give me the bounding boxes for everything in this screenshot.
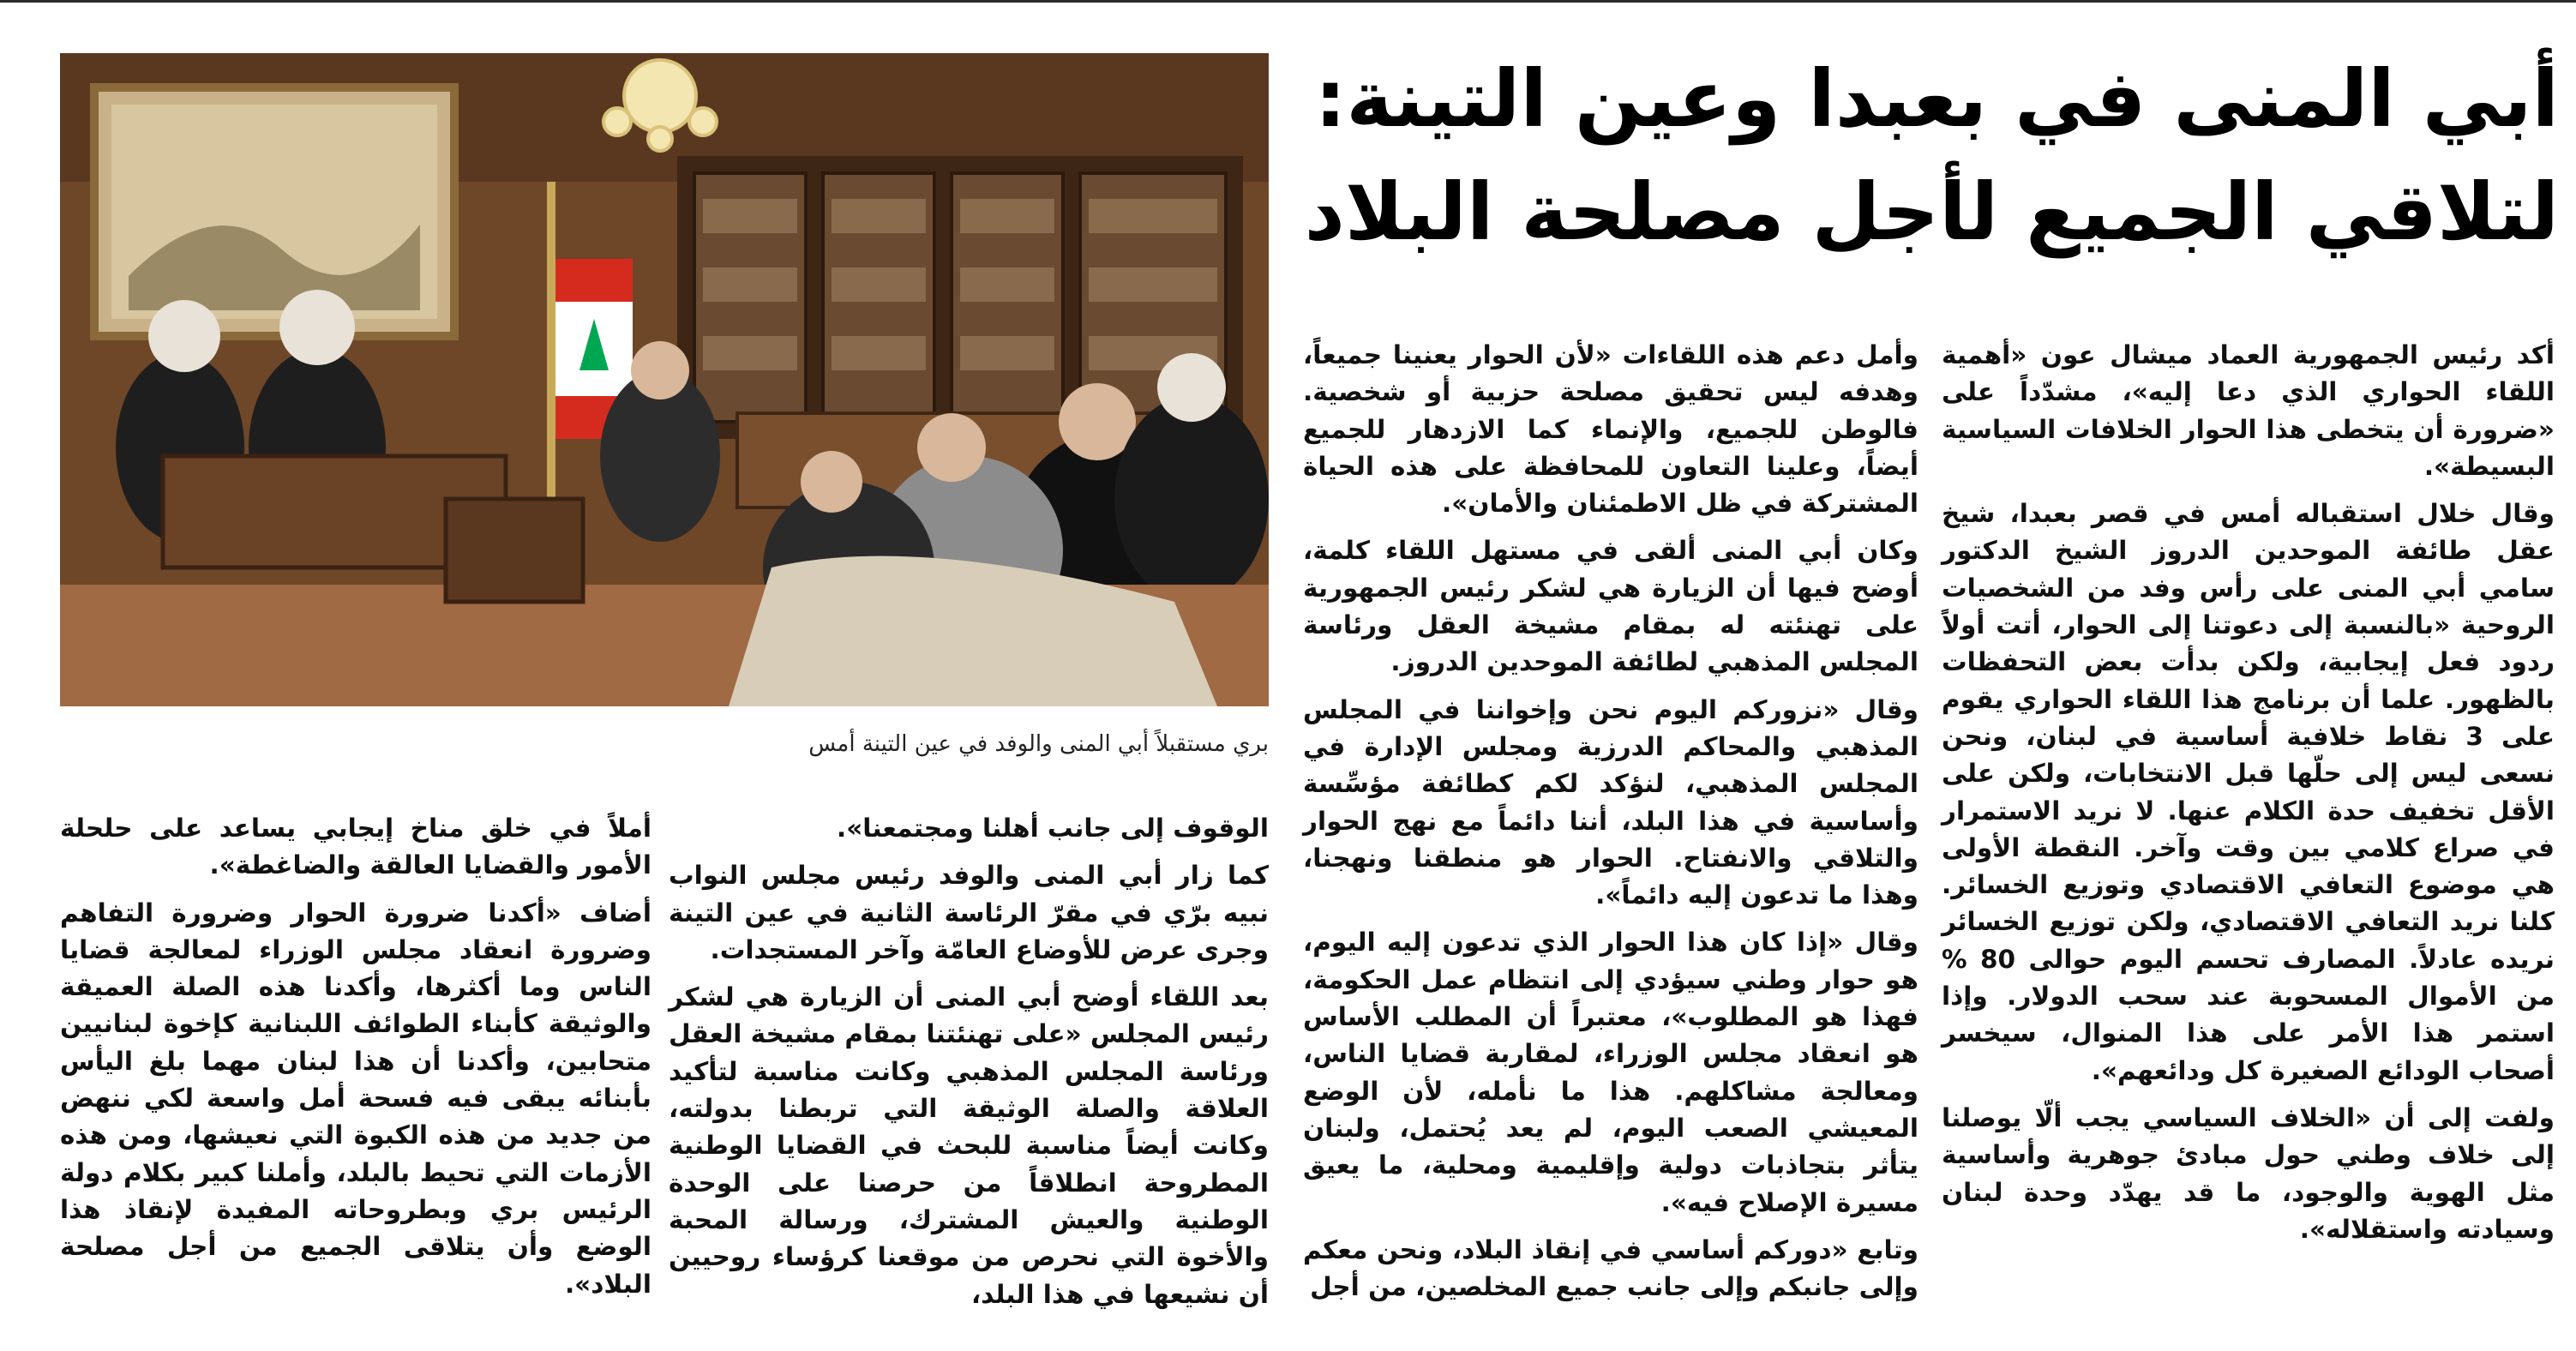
photo-caption: بري مستقبلاً أبي المنى والوفد في عين التينة أمس (808, 731, 1269, 757)
paragraph: وكان أبي المنى ألقى في مستهل اللقاء كلمة، أوضح فيها أن الزيارة هي لشكر رئيس الجمهورية على تهنئته له بمقام مشيخة العقل ورئاسة المجلس المذهبي لطائفة الموحدين الدروز. (1303, 536, 1918, 677)
paragraph: بعد اللقاء أوضح أبي المنى أن الزيارة هي لشكر رئيس المجلس «على تهنئتنا بمقام مشيخة العقل ورئاسة المجلس المذهبي وكانت مناسبة لتأكيد العلاقة والصلة الوثيقة التي تربطنا بدولته، وكانت أيضاً مناسبة للبحث في القضايا الوطنية المطروحة انطلاقاً من حرصنا على الوحدة الوطنية والعيش المشترك، ورسالة المحبة والأخوة التي نحرص من موقعنا كرؤساء روحيين أن نشيعها في هذا البلد، (669, 982, 1269, 1309)
headline-line-1: أبي المنى في بعبدا وعين التينة: (1314, 53, 2559, 145)
article-column-3 (669, 810, 1269, 1324)
paragraph: وقال خلال استقباله أمس في قصر بعبدا، شيخ عقل طائفة الموحدين الدروز الشيخ الدكتور سامي أبي المنى على رأس وفد من الشخصيات الروحية «بالنسبة إلى دعوتنا إلى الحوار، أتت أولاً ردود فعل إيجابية، ولكن بدأت بعض التحفظات بالظهور. علما أن برنامج هذا اللقاء الحواري يقوم على 3 نقاط خلافية أساسية في لبنان، ونحن نسعى ليس إلى حلّها قبل الانتخابات، ولكن على الأقل تخفيف حدة الكلام عنها. لا نريد الاستمرار في صراع كلامي بين وقت وآخر. النقطة الأولى هي موضوع التعافي الاقتصادي وتوزيع الخسائر. كلنا نريد التعافي الاقتصادي، ولكن توزيع الخسائر نريده عادلاً. المصارف تحسم اليوم حوالى 80 % من الأموال المسحوبة عند سحب الدولار. وإذا استمر هذا الأمر على هذا المنوال، سيخسر أصحاب الودائع الصغيرة كل ودائعهم». (1942, 499, 2555, 1085)
paragraph: أملاً في خلق مناخ إيجابي يساعد على حلحلة الأمور والقضايا العالقة والضاغطة». (60, 814, 652, 880)
paragraph: وقال «نزوركم اليوم نحن وإخواننا في المجلس المذهبي والمحاكم الدرزية ومجلس الإدارة في المجلس المذهبي، لنؤكد لكم كطائفة مؤسِّسة وأساسية في هذا البلد، أننا دائماً مع نهج الحوار والتلاقي والانفتاح. الحوار هو منطقنا ونهجنا، وهذا ما تدعون إليه دائماً». (1303, 694, 1918, 910)
paragraph: أضاف «أكدنا ضرورة الحوار وضرورة التفاهم وضرورة انعقاد مجلس الوزراء لمعالجة قضايا الناس وما أكثرها، وأكدنا هذه الصلة العميقة والوثيقة كأبناء الطوائف اللبنانية كإخوة لبنانيين متحابين، وأكدنا أن هذا لبنان مهما بلغ اليأس بأبنائه يبقى فيه فسحة أمل واسعة لكي ننهض من جديد من هذه الكبوة التي نعيشها، ومن هذه الأزمات التي تحيط بالبلد، وأملنا كبير بكلام دولة الرئيس بري وبطروحاته المفيدة لإنقاذ هذا الوضع وأن يتلاقى الجميع من أجل مصلحة البلاد». (60, 898, 652, 1299)
paragraph: وقال «إذا كان هذا الحوار الذي تدعون إليه اليوم، هو حوار وطني سيؤدي إلى انتظام عمل الحكومة، فهذا هو المطلوب»، معتبراً أن المطلب الأساس هو انعقاد مجلس الوزراء، لمقاربة قضايا الناس، ومعالجة مشاكلهم. هذا ما نأمله، لأن الوضع المعيشي الصعب اليوم، لم يعد يُحتمل، ولبنان يتأثر بتجاذبات دولية وإقليمية ومحلية، ما يعيق مسيرة الإصلاح فيه». (1303, 928, 1918, 1217)
headline (1304, 43, 2559, 269)
article-photo (60, 53, 1269, 706)
paragraph: ولفت إلى أن «الخلاف السياسي يجب ألّا يوصلنا إلى خلاف وطني حول مبادئ جوهرية وأساسية مثل الهوية والوجود، ما قد يهدّد وحدة لبنان وسيادته واستقلاله». (1942, 1102, 2555, 1244)
paragraph: وأمل دعم هذه اللقاءات «لأن الحوار يعنينا جميعاً، وهدفه ليس تحقيق مصلحة حزبية أو شخصية. فالوطن للجميع، والإنماء كما الازدهار للجميع أيضاً، وعلينا التعاون للمحافظة على هذه الحياة المشتركة في ظل الاطمئنان والأمان». (1303, 340, 1918, 519)
paragraph: الوقوف إلى جانب أهلنا ومجتمعنا». (837, 814, 1269, 843)
article-column-1 (1942, 337, 2555, 1258)
top-rule (0, 0, 2576, 3)
paragraph: كما زار أبي المنى والوفد رئيس مجلس النواب نبيه برّي في مقرّ الرئاسة الثانية في عين التينة وجرى عرض للأوضاع العامّة وآخر المستجدات. (669, 861, 1269, 964)
paragraph: وتابع «دوركم أساسي في إنقاذ البلاد، ونحن معكم وإلى جانبكم وإلى جانب جميع المخلصين، من أجل (1303, 1234, 1918, 1302)
article-column-4 (60, 810, 652, 1313)
headline-line-2: لتلاقي الجميع لأجل مصلحة البلاد (1304, 166, 2559, 258)
meeting-room-illustration (60, 53, 1269, 706)
article-column-2 (1303, 337, 1918, 1316)
paragraph: أكد رئيس الجمهورية العماد ميشال عون «أهمية اللقاء الحواري الذي دعا إليه»، مشدّداً على «ضرورة أن يتخطى هذا الحوار الخلافات السياسية البسيطة». (1942, 340, 2555, 481)
